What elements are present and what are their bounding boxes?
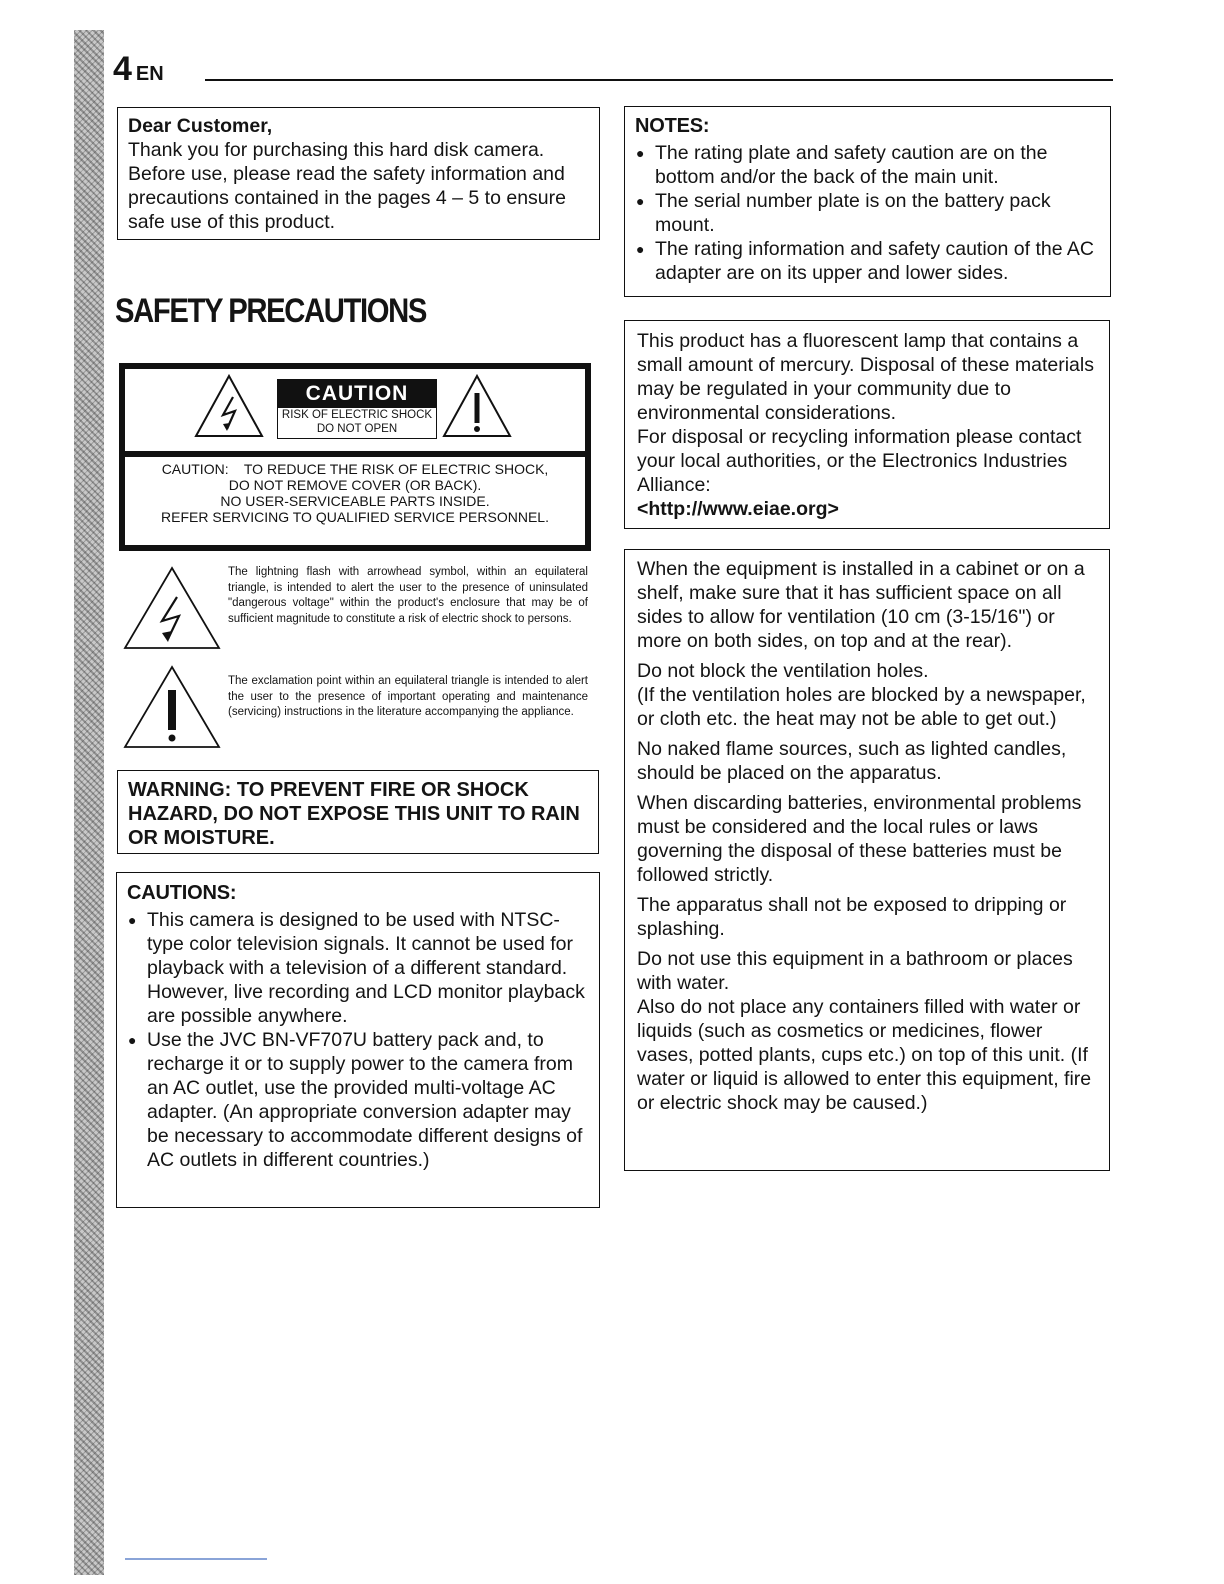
ventilation-paragraph: (If the ventilation holes are blocked by a newspaper, or cloth etc. the heat may not be able to get out.) [637, 684, 1086, 730]
ventilation-box [624, 549, 1110, 1171]
caution-panel-text [125, 461, 585, 525]
lightning-symbol-row [122, 565, 592, 645]
caution-panel-inner [125, 369, 585, 545]
cautions-list [127, 908, 589, 1172]
ventilation-paragraph: When discarding batteries, environmental problems must be considered and the local rules or laws governing the disposal of these batteries must be followed strictly. [637, 792, 1082, 886]
caution-panel-line: DO NOT REMOVE COVER (OR BACK). [228, 477, 482, 493]
bottom-rule [125, 1558, 267, 1560]
notes-item: ● The rating information and safety caution of the AC adapter are on its upper and lower sides. [635, 237, 1100, 285]
notes-list [635, 141, 1100, 285]
dear-customer-box [117, 107, 600, 240]
mercury-paragraph: This product has a fluorescent lamp that contains a small amount of mercury. Disposal of these materials may be regulated in your community due to environmental considerations. [637, 330, 1094, 424]
ventilation-paragraph: No naked flame sources, such as lighted candles, should be placed on the apparatus. [637, 738, 1067, 784]
safety-precautions-title: SAFETY PRECAUTIONS [115, 292, 426, 330]
exclamation-symbol-row [122, 664, 592, 744]
mercury-paragraph: For disposal or recycling information please contact your local authorities, or the Electronics Industries Alliance: [637, 426, 1082, 496]
exclamation-triangle-icon [122, 664, 222, 750]
caution-panel [119, 363, 591, 551]
header-rule [205, 79, 1113, 81]
lightning-triangle-icon [193, 373, 265, 439]
exclamation-triangle-icon [441, 373, 513, 439]
ventilation-paragraph: When the equipment is installed in a cabinet or on a shelf, make sure that it has sufficient space on all sides to allow for ventilation (10 cm (3-15/16") or more on both sides, on top and at the rear). [637, 558, 1085, 652]
cautions-box [116, 872, 600, 1208]
dear-customer-body: Thank you for purchasing this hard disk camera. Before use, please read the safety information and precautions contained in the pages 4 – 5 to ensure safe use of this product. [128, 139, 566, 233]
exclamation-symbol-text: The exclamation point within an equilateral triangle is intended to alert the user to the presence of important operating and maintenance (servicing) instructions in the literature accompanying the appliance. [228, 675, 588, 718]
page-number-value: 4 [113, 50, 132, 88]
page-number [113, 50, 164, 89]
notes-box [624, 106, 1111, 297]
page-language: EN [135, 63, 164, 85]
mercury-box [624, 320, 1110, 529]
page-edge-strip [74, 30, 104, 1575]
warning-text: WARNING: TO PREVENT FIRE OR SHOCK HAZARD, DO NOT EXPOSE THIS UNIT TO RAIN OR MOISTURE. [128, 779, 580, 849]
caution-panel-line: REFER SERVICING TO QUALIFIED SERVICE PERSONNEL. [161, 509, 549, 525]
warning-box [117, 770, 599, 854]
caution-panel-divider [125, 451, 585, 457]
caution-panel-line: CAUTION: TO REDUCE THE RISK OF ELECTRIC SHOCK, [161, 461, 549, 477]
cautions-item: ● This camera is designed to be used with NTSC-type color television signals. It cannot be used for playback with a television of a different standard. However, live recording and LCD monitor playback are possible anywhere. [127, 908, 589, 1028]
ventilation-paragraph: Also do not place any containers filled with water or liquids (such as cosmetics or medicines, flower vases, potted plants, cups etc.) on top of this unit. (If water or liquid is allowed to enter this equipment, fire or electric shock may be caused.) [637, 996, 1092, 1114]
lightning-symbol-text: The lightning flash with arrowhead symbol, within an equilateral triangle, is intended to alert the user to the presence of uninsulated "dangerous voltage" within the product's enclosure that may be of sufficient magnitude to constitute a risk of electric shock to persons. [228, 566, 588, 625]
caution-label-title: CAUTION [278, 380, 436, 408]
notes-item: ● The serial number plate is on the battery pack mount. [635, 189, 1100, 237]
caution-panel-top [125, 369, 585, 451]
caution-panel-line: NO USER-SERVICEABLE PARTS INSIDE. [220, 493, 490, 509]
caution-label-line2: DO NOT OPEN [316, 423, 398, 435]
ventilation-paragraph: Do not block the ventilation holes. [637, 660, 929, 682]
ventilation-paragraph: Do not use this equipment in a bathroom or places with water. [637, 948, 1073, 994]
lightning-triangle-icon [122, 565, 222, 651]
caution-label [277, 379, 437, 439]
notes-heading: NOTES: [635, 115, 710, 137]
notes-item: ● The rating plate and safety caution are on the bottom and/or the back of the main unit. [635, 141, 1100, 189]
cautions-item: ● Use the JVC BN-VF707U battery pack and, to recharge it or to supply power to the camera from an AC outlet, use the provided multi-voltage AC adapter. (An appropriate conversion adapter may be necessary to accommodate different designs of AC outlets in different countries.) [127, 1028, 589, 1172]
ventilation-paragraph: The apparatus shall not be exposed to dripping or splashing. [637, 894, 1067, 940]
eia-link[interactable]: <http://www.eiae.org> [637, 498, 839, 520]
cautions-heading: CAUTIONS: [127, 882, 237, 904]
caution-label-line1: RISK OF ELECTRIC SHOCK [281, 409, 433, 421]
dear-customer-heading: Dear Customer, [128, 115, 273, 137]
